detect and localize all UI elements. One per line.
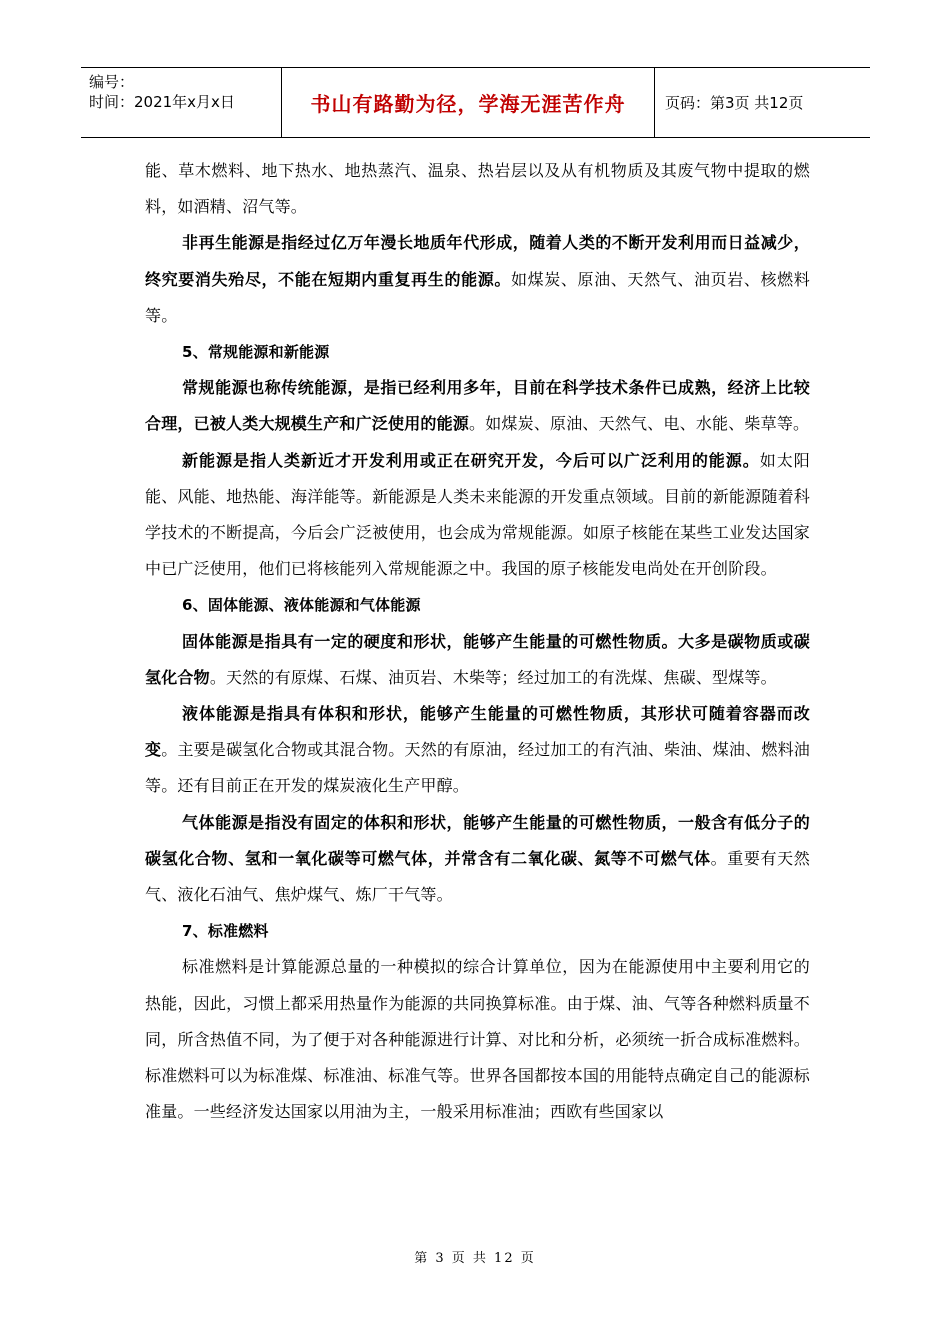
paragraph-standard-fuel: 标准燃料是计算能源总量的一种模拟的综合计算单位，因为在能源使用中主要利用它的热能，因此，习惯上都采用热量作为能源的共同换算标准。由于煤、油、气等各种燃料质量不同，所含热值不同，为了便于对各种能源进行计算、对比和分析，必须统一折合成标准燃料。标准燃料可以为标准煤、标准油、标准气等。世界各国都按本国的用能特点确定自己的能源标准量。一些经济发达国家以用油为主，一般采用标准油；西欧有些国家以	[145, 957, 810, 1122]
definition-gas: 气体能源是指没有固定的体积和形状，能够产生能量的可燃性物质，一般含有低分子的碳氢化合物、氢和一氧化碳等可燃气体，并常含有二氧化碳、氮等不可燃气体	[145, 812, 810, 868]
page-header	[81, 67, 870, 138]
header-info	[81, 68, 282, 137]
header-motto-cell	[282, 68, 655, 137]
paragraph-nonrenewable	[145, 225, 810, 334]
section-heading-5: 5、常规能源和新能源	[182, 343, 330, 362]
header-page-cell	[655, 68, 870, 137]
page-label: 页码：第3页 共12页	[665, 94, 804, 112]
examples-liquid: 。主要是碳氢化合物或其混合物。天然的有原油，经过加工的有汽油、柴油、煤油、燃料油等。还有目前正在开发的煤炭液化生产甲醇。	[145, 740, 810, 796]
paragraph-liquid	[145, 696, 810, 805]
page-footer: 第 3 页 共 12 页	[414, 1251, 536, 1266]
examples-solid: 。天然的有原煤、石煤、油页岩、木柴等；经过加工的有洗煤、焦碳、型煤等。	[209, 667, 777, 687]
definition-liquid: 液体能源是指具有体积和形状，能够产生能量的可燃性物质，其形状可随着容器而改变	[145, 704, 810, 760]
section-heading-6: 6、固体能源、液体能源和气体能源	[182, 596, 421, 615]
paragraph-gas	[145, 805, 810, 914]
examples-new-energy: 如太阳能、风能、地热能、海洋能等。新能源是人类未来能源的开发重点领域。目前的新能源随着科学技术的不断提高，今后会广泛被使用，也会成为常规能源。如原子核能在某些工业发达国家中已广泛使用，他们已将核能列入常规能源之中。我国的原子核能发电尚处在开创阶段。	[145, 450, 810, 579]
examples-nonrenewable: 如煤炭、原油、天然气、油页岩、核燃料等。	[145, 269, 810, 325]
examples-conventional: 。如煤炭、原油、天然气、电、水能、柴草等。	[469, 414, 810, 434]
paragraph-solid	[145, 624, 810, 696]
examples-gas: 。重要有天然气、液化石油气、焦炉煤气、炼厂干气等。	[145, 848, 810, 905]
paragraph-continued: 能、草木燃料、地下热水、地热蒸汽、温泉、热岩层以及从有机物质及其废气物中提取的燃料，如酒精、沼气等。	[145, 161, 810, 217]
definition-new-energy: 新能源是指人类新近才开发利用或正在研究开发，今后可以广泛利用的能源。	[182, 450, 760, 470]
motto: 书山有路勤为径，学海无涯苦作舟	[310, 92, 626, 116]
definition-solid: 固体能源是指具有一定的硬度和形状，能够产生能量的可燃性物质。大多是碳物质或碳氢化合物	[145, 631, 810, 687]
number-label: 编号：	[89, 73, 135, 91]
section-heading-7: 7、标准燃料	[182, 922, 269, 941]
definition-conventional: 常规能源也称传统能源，是指已经利用多年，目前在科学技术条件已成熟，经济上比较合理，已被人类大规模生产和广泛使用的能源	[145, 378, 810, 434]
paragraph-new-energy	[145, 443, 810, 588]
definition-nonrenewable: 非再生能源是指经过亿万年漫长地质年代形成，随着人类的不断开发利用而日益减少，终究要消失殆尽，不能在短期内重复再生的能源。	[145, 233, 810, 289]
paragraph-conventional	[145, 370, 810, 442]
document-body	[145, 153, 810, 1130]
time-label: 时间：2021年x月x日	[89, 93, 235, 111]
